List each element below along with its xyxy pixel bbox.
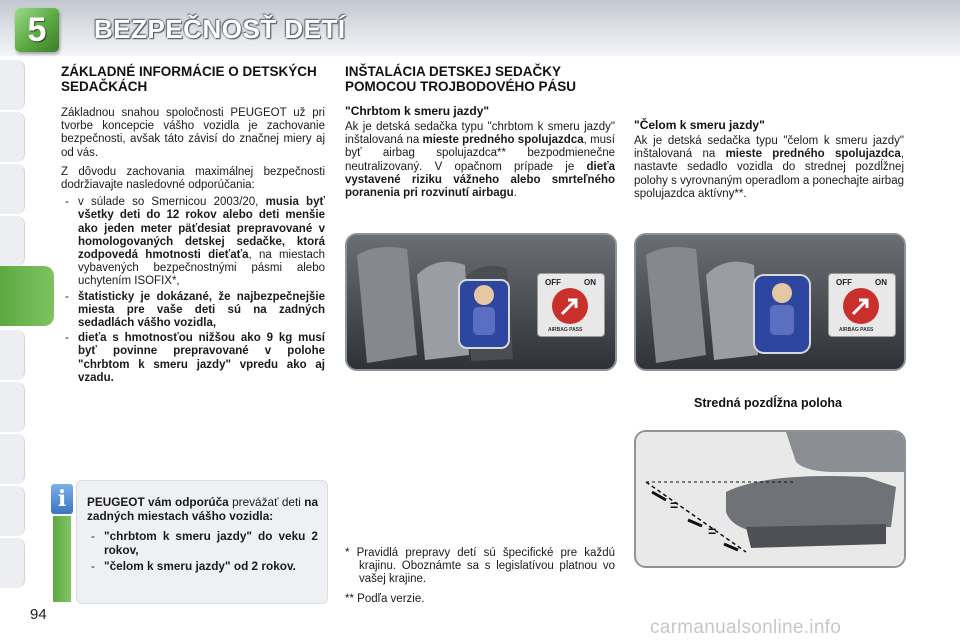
airbag-switch-knob	[552, 288, 588, 324]
airbag-on-label: ON	[875, 278, 887, 287]
left-heading: ZÁKLADNÉ INFORMÁCIE O DETSKÝCH SEDAČKÁCH	[61, 64, 317, 94]
list-item: - "chrbtom k smeru jazdy" do veku 2 rokov,	[87, 529, 318, 557]
side-tab-active[interactable]	[0, 266, 54, 326]
seat-position-illustration	[634, 430, 906, 568]
middle-column	[345, 64, 615, 200]
airbag-switch-panel	[828, 273, 896, 337]
footnotes	[345, 547, 615, 606]
forward-facing-paragraph: Ak je detská sedačka typu "čelom k smeru jazdy" inštalovaná na mieste predného spolujazdca, nastavte sedadlo vozidla do strednej pozdĺžnej polohy s vyrovnaným operadlom a ponechajte airbag spolujazdca aktívny**.	[634, 135, 904, 200]
airbag-pass-label: AIRBAG PASS	[548, 327, 583, 333]
footnote-2: ** Podľa verzie.	[345, 592, 425, 605]
chapter-title: BEZPEČNOSŤ DETÍ	[94, 14, 346, 44]
side-tab[interactable]	[0, 60, 25, 110]
info-recommendation: PEUGEOT vám odporúča prevážať deti na zadných miestach vášho vozidla:	[87, 495, 319, 523]
rear-facing-seat-illustration	[345, 233, 617, 371]
rear-facing-paragraph: Ak je detská sedačka typu "chrbtom k smeru jazdy" inštalovaná na mieste predného spolujazdca, musí byť airbag spolujazdca** bezpodmienečne neutralizovaný. V opačnom prípade je dieťa vystavené riziku vážneho alebo smrteľného poranenia pri rozvinutí airbagu.	[345, 121, 615, 200]
arrow-icon	[843, 288, 879, 324]
airbag-switch-knob	[843, 288, 879, 324]
recommendation-list	[61, 196, 325, 385]
arrow-icon	[552, 288, 588, 324]
svg-text:=: =	[708, 523, 717, 539]
side-tab[interactable]	[0, 112, 25, 162]
seat-side-view-image	[636, 432, 904, 566]
chapter-number-badge: 5	[15, 8, 59, 52]
side-tab[interactable]	[0, 330, 25, 380]
list-item: - štatisticky je dokázané, že najbezpečnejšie miesta pre vaše deti sú na zadných sedadlách vášho vozidla,	[61, 291, 325, 331]
info-list	[87, 529, 318, 573]
seat-position-caption: Stredná pozdĺžna poloha	[694, 396, 842, 410]
side-tab[interactable]	[0, 434, 25, 484]
right-column	[634, 118, 904, 201]
list-item: - "čelom k smeru jazdy" od 2 rokov.	[87, 559, 318, 573]
side-tab[interactable]	[0, 538, 25, 588]
side-tab[interactable]	[0, 164, 25, 214]
footnote-1: * Pravidlá prepravy detí sú špecifické pre každú krajinu. Oboznámte sa s legislatívou platnou vo vašej krajine.	[345, 547, 615, 586]
page-number: 94	[30, 606, 47, 623]
airbag-off-label: OFF	[545, 278, 561, 287]
airbag-switch-panel	[537, 273, 605, 337]
side-tab[interactable]	[0, 216, 25, 266]
side-tab[interactable]	[0, 382, 25, 432]
list-item: - dieťa s hmotnosťou nižšou ako 9 kg musí byť povinne prepravované v polohe "chrbtom k smeru jazdy" vpredu ako aj vzadu.	[61, 332, 325, 385]
info-accent-bar	[53, 516, 71, 602]
list-item: - v súlade so Smernicou 2003/20, musia byť všetky deti do 12 rokov alebo deti menšie ako jeden meter päťdesiat prepravované v homologovaných detskej sedačke, ktorá zodpovedá hmotnosti dieťaťa, na miestach vybavených bezpečnostnými pásmi alebo uchytením ISOFIX*,	[61, 196, 325, 288]
rear-facing-subheading: "Chrbtom k smeru jazdy"	[345, 104, 490, 118]
middle-heading: INŠTALÁCIA DETSKEJ SEDAČKY POMOCOU TROJBODOVÉHO PÁSU	[345, 64, 577, 94]
forward-facing-subheading: "Čelom k smeru jazdy"	[634, 118, 765, 132]
airbag-on-label: ON	[584, 278, 596, 287]
left-column	[61, 64, 325, 387]
recommendation-paragraph: Z dôvodu zachovania maximálnej bezpečnosti dodržiavajte nasledovné odporúčania:	[61, 165, 325, 192]
info-icon: i	[51, 484, 73, 514]
intro-paragraph: Základnou snahou spoločnosti PEUGEOT už pri tvorbe koncepcie vášho vozidla je zachovanie bezpečnosti, avšak táto závisí do značnej miery aj od vás.	[61, 107, 325, 159]
airbag-off-label: OFF	[836, 278, 852, 287]
svg-text:=: =	[670, 497, 679, 513]
info-box	[76, 480, 328, 604]
forward-facing-seat-illustration	[634, 233, 906, 371]
watermark: carmanualsonline.info	[650, 617, 842, 638]
airbag-pass-label: AIRBAG PASS	[839, 327, 874, 333]
side-tab[interactable]	[0, 486, 25, 536]
